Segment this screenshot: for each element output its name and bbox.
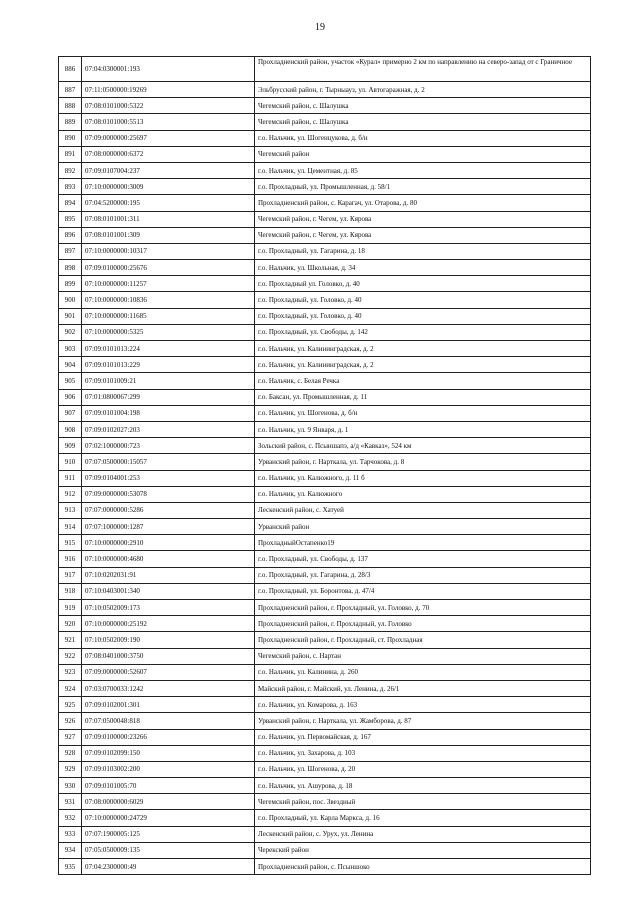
row-number: 935 <box>59 859 82 875</box>
row-number: 921 <box>59 632 82 648</box>
address: г.о. Нальчик, ул. Школьная, д. 34 <box>255 260 591 276</box>
cadastral-number: 07:11:0500000:19269 <box>82 82 255 98</box>
row-number: 920 <box>59 616 82 632</box>
address: Прохладненский район, г. Прохладный, ул. Головко <box>255 616 591 632</box>
address: г.о. Прохладный ул. Головко, д. 40 <box>255 276 591 292</box>
row-number: 925 <box>59 697 82 713</box>
address: Урванский район <box>255 519 591 535</box>
table-row <box>59 98 591 114</box>
cadastral-number: 07:10:0502009:190 <box>82 632 255 648</box>
address: г.о. Нальчик, ул. Цементная, д. 85 <box>255 162 591 178</box>
cadastral-number: 07:04:0300001:193 <box>82 57 255 82</box>
address: г.о. Нальчик, ул. Шогенова, д. 20 <box>255 761 591 777</box>
address: г.о. Нальчик, ул. Калининградская, д. 2 <box>255 357 591 373</box>
registry-table <box>58 56 591 875</box>
cadastral-number: 07:08:0101001:309 <box>82 227 255 243</box>
table-row <box>59 567 591 583</box>
cadastral-number: 07:09:0101013:229 <box>82 357 255 373</box>
row-number: 928 <box>59 745 82 761</box>
address: Чегемский район <box>255 146 591 162</box>
address: Эльбрусский район, г. Тырныауз, ул. Автогаражная, д. 2 <box>255 82 591 98</box>
cadastral-number: 07:05:0500009:135 <box>82 842 255 858</box>
row-number: 896 <box>59 227 82 243</box>
address: г.о. Прохладный, ул. Свободы, д. 137 <box>255 551 591 567</box>
table-row <box>59 324 591 340</box>
table-row <box>59 713 591 729</box>
cadastral-number: 07:10:0000000:2910 <box>82 535 255 551</box>
row-number: 914 <box>59 519 82 535</box>
row-number: 913 <box>59 502 82 518</box>
cadastral-number: 07:07:0500048:818 <box>82 713 255 729</box>
cadastral-number: 07:10:0000000:10317 <box>82 243 255 259</box>
cadastral-number: 07:08:0000000:6372 <box>82 146 255 162</box>
cadastral-number: 07:07:0500000:15057 <box>82 454 255 470</box>
row-number: 917 <box>59 567 82 583</box>
cadastral-number: 07:04:2300000:49 <box>82 859 255 875</box>
address: Лескенский район, с. Хатуей <box>255 502 591 518</box>
table-row <box>59 292 591 308</box>
table-row <box>59 341 591 357</box>
table-row <box>59 162 591 178</box>
row-number: 933 <box>59 826 82 842</box>
address: Прохладненский район, с. Карагач, ул. Отарова, д. 80 <box>255 195 591 211</box>
address: г.о. Нальчик, ул. Калинина, д. 260 <box>255 664 591 680</box>
table-row <box>59 794 591 810</box>
table-row <box>59 308 591 324</box>
row-number: 930 <box>59 778 82 794</box>
cadastral-number: 07:10:0000000:25192 <box>82 616 255 632</box>
table-row <box>59 486 591 502</box>
row-number: 906 <box>59 389 82 405</box>
cadastral-number: 07:08:0101000:5322 <box>82 98 255 114</box>
table-row <box>59 778 591 794</box>
row-number: 915 <box>59 535 82 551</box>
address: г.о. Нальчик, ул. Шогенцукова, д. б/н <box>255 130 591 146</box>
address: г.о. Баксан, ул. Промышленная, д. 11 <box>255 389 591 405</box>
row-number: 929 <box>59 761 82 777</box>
address: г.о. Прохладный, ул. Гагарина, д. 28/3 <box>255 567 591 583</box>
row-number: 919 <box>59 600 82 616</box>
table-row <box>59 146 591 162</box>
table-row <box>59 276 591 292</box>
table-row <box>59 357 591 373</box>
cadastral-number: 07:10:0000000:11257 <box>82 276 255 292</box>
table-row <box>59 616 591 632</box>
table-row <box>59 535 591 551</box>
row-number: 926 <box>59 713 82 729</box>
cadastral-number: 07:10:0000000:3009 <box>82 179 255 195</box>
cadastral-number: 07:07:1900005:125 <box>82 826 255 842</box>
row-number: 909 <box>59 438 82 454</box>
row-number: 916 <box>59 551 82 567</box>
table-row <box>59 57 591 82</box>
cadastral-number: 07:10:0000000:11685 <box>82 308 255 324</box>
table-row <box>59 648 591 664</box>
row-number: 927 <box>59 729 82 745</box>
row-number: 886 <box>59 57 82 82</box>
address: г.о. Нальчик, ул. Калюжного, д. 11 б <box>255 470 591 486</box>
table-row <box>59 664 591 680</box>
address: г.о. Прохладный, ул. Гагарина, д. 18 <box>255 243 591 259</box>
table-row <box>59 583 591 599</box>
cadastral-number: 07:04:5200000:195 <box>82 195 255 211</box>
address: г.о. Прохладный, ул. Головко, д. 40 <box>255 292 591 308</box>
cadastral-number: 07:09:0103002:200 <box>82 761 255 777</box>
table-row <box>59 826 591 842</box>
registry-table-body <box>59 57 591 875</box>
cadastral-number: 07:08:0101000:5513 <box>82 114 255 130</box>
cadastral-number: 07:09:0107004:237 <box>82 162 255 178</box>
table-row <box>59 405 591 421</box>
table-row <box>59 438 591 454</box>
row-number: 889 <box>59 114 82 130</box>
table-row <box>59 502 591 518</box>
address: Урванский район, г. Нарткала, ул. Жамборова, д. 87 <box>255 713 591 729</box>
cadastral-number: 07:10:0000000:4680 <box>82 551 255 567</box>
address: Чегемский район, с. Нартан <box>255 648 591 664</box>
row-number: 923 <box>59 664 82 680</box>
cadastral-number: 07:09:0000000:25697 <box>82 130 255 146</box>
cadastral-number: 07:09:0101005:70 <box>82 778 255 794</box>
address: г.о. Прохладный, ул. Промышленная, д. 58/1 <box>255 179 591 195</box>
address: г.о. Прохладный, ул. Боронтова, д. 47/4 <box>255 583 591 599</box>
table-row <box>59 729 591 745</box>
table-row <box>59 697 591 713</box>
address: г.о. Нальчик, ул. Ашурова, д. 18 <box>255 778 591 794</box>
table-row <box>59 195 591 211</box>
address: г.о. Нальчик, ул. Шогенова, д. б/н <box>255 405 591 421</box>
row-number: 891 <box>59 146 82 162</box>
address: Чегемский район, г. Чегем, ул. Кярова <box>255 227 591 243</box>
address: Зольский район, с. Псыншапэ, а/д «Кавказ», 524 км <box>255 438 591 454</box>
row-number: 904 <box>59 357 82 373</box>
address: г.о. Нальчик, ул. Калининградская, д. 2 <box>255 341 591 357</box>
row-number: 897 <box>59 243 82 259</box>
cadastral-number: 07:09:0102099:150 <box>82 745 255 761</box>
cadastral-number: 07:08:0401000:3750 <box>82 648 255 664</box>
address: Майский район, г. Майский, ул. Ленина, д. 26/1 <box>255 680 591 696</box>
cadastral-number: 07:10:0502009:173 <box>82 600 255 616</box>
cadastral-number: 07:09:0101009:21 <box>82 373 255 389</box>
table-row <box>59 470 591 486</box>
cadastral-number: 07:10:0000000:10836 <box>82 292 255 308</box>
address: Урванский район, г. Нарткала, ул. Тарчокова, д. 8 <box>255 454 591 470</box>
address: Прохладненский район, с. Псыншоко <box>255 859 591 875</box>
table-row <box>59 519 591 535</box>
cadastral-number: 07:10:0202031:91 <box>82 567 255 583</box>
table-row <box>59 859 591 875</box>
row-number: 931 <box>59 794 82 810</box>
row-number: 910 <box>59 454 82 470</box>
address: Лескенский район, с. Урух, ул. Ленина <box>255 826 591 842</box>
table-row <box>59 421 591 437</box>
row-number: 902 <box>59 324 82 340</box>
cadastral-number: 07:08:0000000:6029 <box>82 794 255 810</box>
table-row <box>59 114 591 130</box>
cadastral-number: 07:08:0101001:311 <box>82 211 255 227</box>
table-row <box>59 179 591 195</box>
address: Чегемский район, пос. Звездный <box>255 794 591 810</box>
row-number: 924 <box>59 680 82 696</box>
address: Черекский район <box>255 842 591 858</box>
cadastral-number: 07:09:0000000:53078 <box>82 486 255 502</box>
row-number: 895 <box>59 211 82 227</box>
row-number: 898 <box>59 260 82 276</box>
cadastral-number: 07:09:0102001:301 <box>82 697 255 713</box>
cadastral-number: 07:10:0403001:340 <box>82 583 255 599</box>
table-row <box>59 211 591 227</box>
cadastral-number: 07:09:0101004:198 <box>82 405 255 421</box>
address: Прохладненский район, г. Прохладный, ст. Прохладная <box>255 632 591 648</box>
table-row <box>59 761 591 777</box>
row-number: 890 <box>59 130 82 146</box>
cadastral-number: 07:09:0104001:253 <box>82 470 255 486</box>
row-number: 903 <box>59 341 82 357</box>
row-number: 912 <box>59 486 82 502</box>
table-row <box>59 810 591 826</box>
row-number: 888 <box>59 98 82 114</box>
cadastral-number: 07:09:0100000:25676 <box>82 260 255 276</box>
address: г.о. Нальчик, ул. Калюжного <box>255 486 591 502</box>
cadastral-number: 07:02:1000000:723 <box>82 438 255 454</box>
address: ПрохладныйОстапенко19 <box>255 535 591 551</box>
table-row <box>59 373 591 389</box>
cadastral-number: 07:09:0101013:224 <box>82 341 255 357</box>
table-row <box>59 130 591 146</box>
address: Прохладненский район, г. Прохладный, ул. Головко, д. 70 <box>255 600 591 616</box>
row-number: 908 <box>59 421 82 437</box>
table-row <box>59 551 591 567</box>
row-number: 905 <box>59 373 82 389</box>
address: г.о. Прохладный, ул. Карла Маркса, д. 16 <box>255 810 591 826</box>
cadastral-number: 07:10:0000000:5325 <box>82 324 255 340</box>
address: г.о. Нальчик, ул. Захарова, д. 103 <box>255 745 591 761</box>
table-row <box>59 243 591 259</box>
table-row <box>59 680 591 696</box>
cadastral-number: 07:09:0000000:52607 <box>82 664 255 680</box>
table-row <box>59 842 591 858</box>
cadastral-number: 07:10:0000000:24729 <box>82 810 255 826</box>
row-number: 892 <box>59 162 82 178</box>
table-row <box>59 745 591 761</box>
page-number: 19 <box>315 22 325 33</box>
address: г.о. Прохладный, ул. Головко, д. 40 <box>255 308 591 324</box>
table-row <box>59 600 591 616</box>
table-row <box>59 227 591 243</box>
row-number: 900 <box>59 292 82 308</box>
address: Чегемский район, г. Чегем, ул. Кярова <box>255 211 591 227</box>
cadastral-number: 07:09:0100000:23266 <box>82 729 255 745</box>
row-number: 887 <box>59 82 82 98</box>
row-number: 901 <box>59 308 82 324</box>
row-number: 899 <box>59 276 82 292</box>
address: Прохладненский район, участок «Курал» примерно 2 км по направлению на северо-запад от с Граничное <box>255 57 591 82</box>
table-row <box>59 389 591 405</box>
table-row <box>59 454 591 470</box>
address: г.о. Прохладный, ул. Свободы, д. 142 <box>255 324 591 340</box>
table-row <box>59 260 591 276</box>
row-number: 911 <box>59 470 82 486</box>
address: Чегемский район, с. Шалушка <box>255 114 591 130</box>
cadastral-number: 07:03:0700033:1242 <box>82 680 255 696</box>
row-number: 932 <box>59 810 82 826</box>
address: Чегемский район, с. Шалушка <box>255 98 591 114</box>
address: г.о. Нальчик, ул. Первомайская, д. 167 <box>255 729 591 745</box>
cadastral-number: 07:09:0102027:203 <box>82 421 255 437</box>
table-row <box>59 82 591 98</box>
row-number: 894 <box>59 195 82 211</box>
row-number: 907 <box>59 405 82 421</box>
table-row <box>59 632 591 648</box>
cadastral-number: 07:07:1000000:1287 <box>82 519 255 535</box>
address: г.о. Нальчик, ул. Комарова, д. 163 <box>255 697 591 713</box>
cadastral-number: 07:01:0800067:299 <box>82 389 255 405</box>
row-number: 918 <box>59 583 82 599</box>
address: г.о. Нальчик, ул. 9 Января, д. 1 <box>255 421 591 437</box>
address: г.о. Нальчик, с. Белая Речка <box>255 373 591 389</box>
cadastral-number: 07:07:0000000:5286 <box>82 502 255 518</box>
row-number: 922 <box>59 648 82 664</box>
row-number: 893 <box>59 179 82 195</box>
row-number: 934 <box>59 842 82 858</box>
